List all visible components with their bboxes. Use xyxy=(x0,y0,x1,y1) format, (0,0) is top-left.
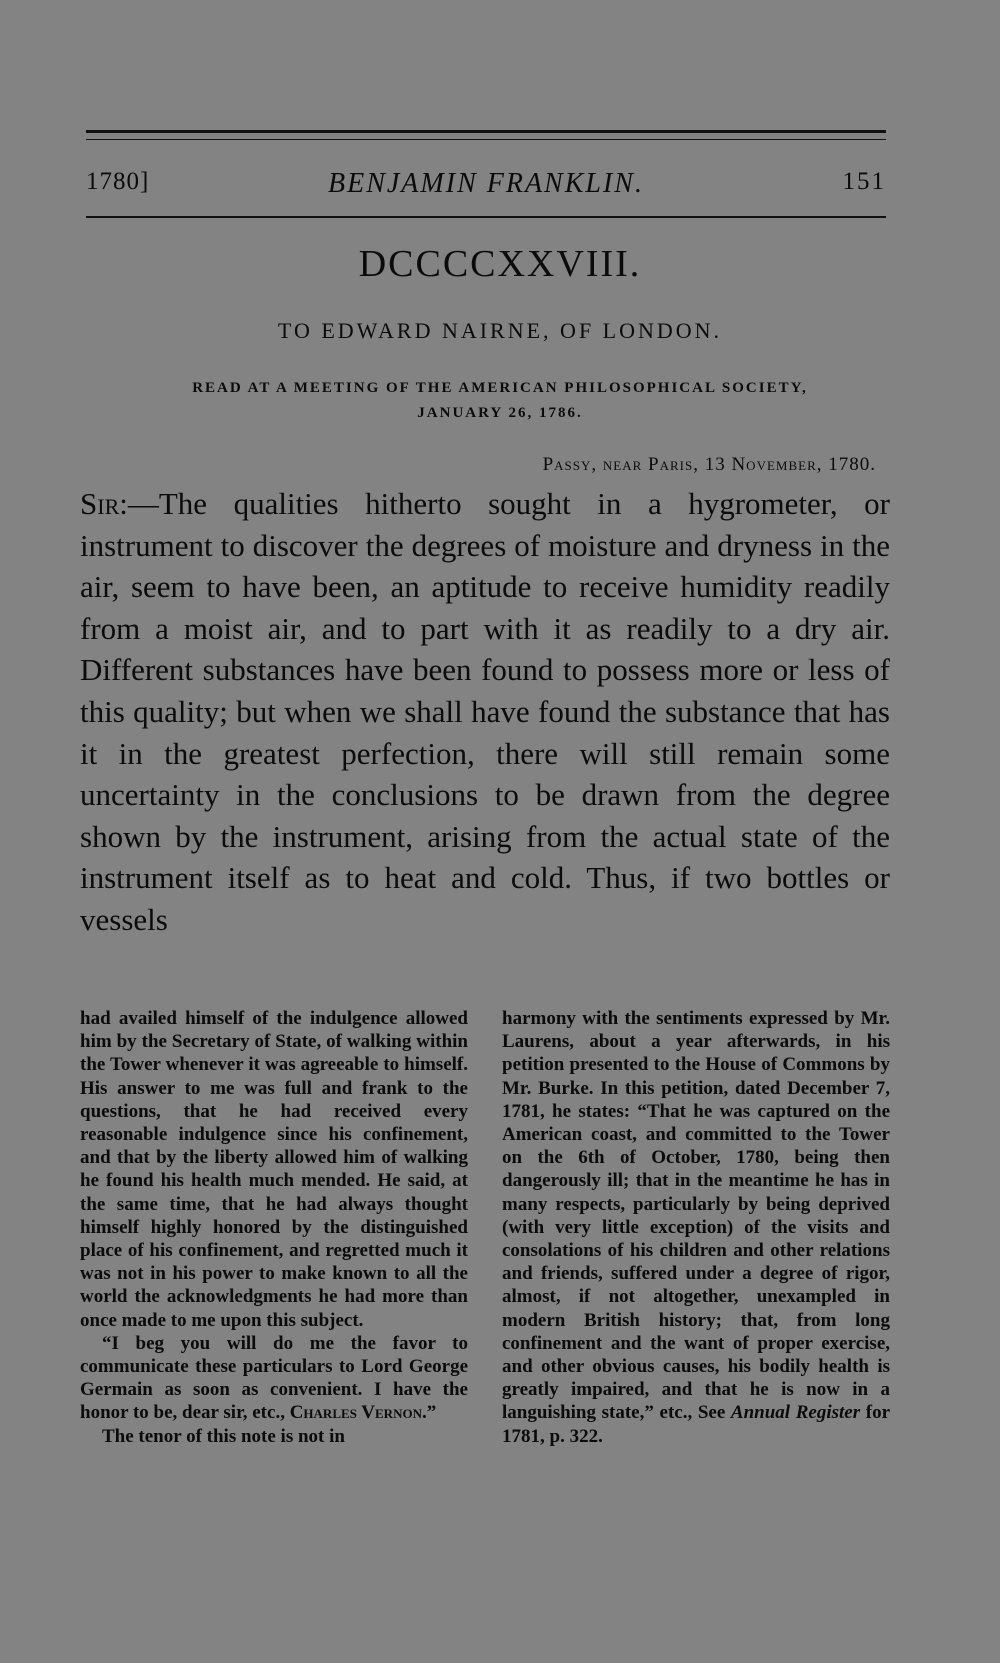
footnote-left-column xyxy=(80,1007,468,1448)
read-note-line-1: READ AT A MEETING OF THE AMERICAN PHILOSOPHICAL SOCIETY, xyxy=(192,380,808,396)
footnote-quote xyxy=(80,1332,468,1425)
footnote-paragraph: The tenor of this note is not in xyxy=(102,1425,345,1447)
footnote-paragraph: had availed himself of the indulgence allowed him by the Secretary of State, of walking within the Tower whenever it was agreeable to himself. His answer to me was full and frank to the questions, that he had received every reasonable indulgence since his confinement, and that by the liberty allowed him of walking he found his health much mended. He said, at the same time, that he had always thought himself highly honored by the distinguished place of his confinement, and regretted much it was not in his power to make known to all the world the acknowledgments he had more than once made to me upon this subject. xyxy=(80,1008,468,1331)
footnote-quote-text: “I beg you will do me the favor to communicate these particulars to Lord George Germain as soon as convenient. I have the honor to be, dear sir, etc., xyxy=(80,1332,468,1424)
footnote-right-column xyxy=(502,1007,890,1448)
footnote-signature: Charles Vernon.” xyxy=(289,1402,437,1424)
read-note-line-2: JANUARY 26, 1786. xyxy=(417,405,583,421)
letter-body xyxy=(80,483,890,941)
running-head xyxy=(86,168,886,208)
citation-title: Annual Register xyxy=(730,1402,861,1424)
running-head-title: BENJAMIN FRANKLIN. xyxy=(328,168,644,199)
letter-number: DCCCCXXVIII. xyxy=(358,243,642,285)
citation-rest: for 1781, p. 322. xyxy=(502,1402,891,1447)
top-rule-thin xyxy=(86,139,886,140)
salutation: Sir xyxy=(80,486,120,521)
dateline-text: Passy, near Paris, 13 November, 1780. xyxy=(542,454,876,475)
letter-body-text: :—The qualities hitherto sought in a hygrometer, or instrument to discover the degrees of moisture and dryness in the air, seem to have been, an aptitude to receive humidity readily from a moist air, and to part with it as readily to a dry air. Different substances have been found to possess more or less of this quality; but when we shall have found the substance that has it in the greatest perfection, there will still remain some uncertainty in the conclusions to be drawn from the degree shown by the instrument, arising from the actual state of the instrument itself as to heat and cold. Thus, if two bottles or vessels xyxy=(80,486,890,937)
running-head-year: 1780] xyxy=(86,168,150,195)
letter-dateline xyxy=(543,454,876,476)
footnote-right-text: harmony with the sentiments expressed by Mr. Laurens, about a year afterwards, in his petition presented to the House of Commons by Mr. Burke. In this petition, dated December 7, 1781, he states: “That he was captured on the American coast, and committed to the Tower on the 6th of October, 1780, being then dangerously ill; that in the meantime he has in many respects, particularly by being deprived (with very little exception) of the visits and consolations of his children and other relations and friends, suffered under a degree of rigor, almost, if not altogether, unexampled in modern British history; that, from long confinement and the want of proper exercise, and other obvious causes, his bodily health is greatly impaired, and that he is now in a languishing state,” etc., See xyxy=(502,1008,890,1424)
letter-recipient: TO EDWARD NAIRNE, OF LONDON. xyxy=(277,318,723,343)
footnote-paragraph xyxy=(502,1007,890,1448)
header-rule xyxy=(86,216,886,218)
page-number: 151 xyxy=(842,168,886,195)
read-note xyxy=(0,376,1000,426)
top-rule-thick xyxy=(86,130,886,133)
